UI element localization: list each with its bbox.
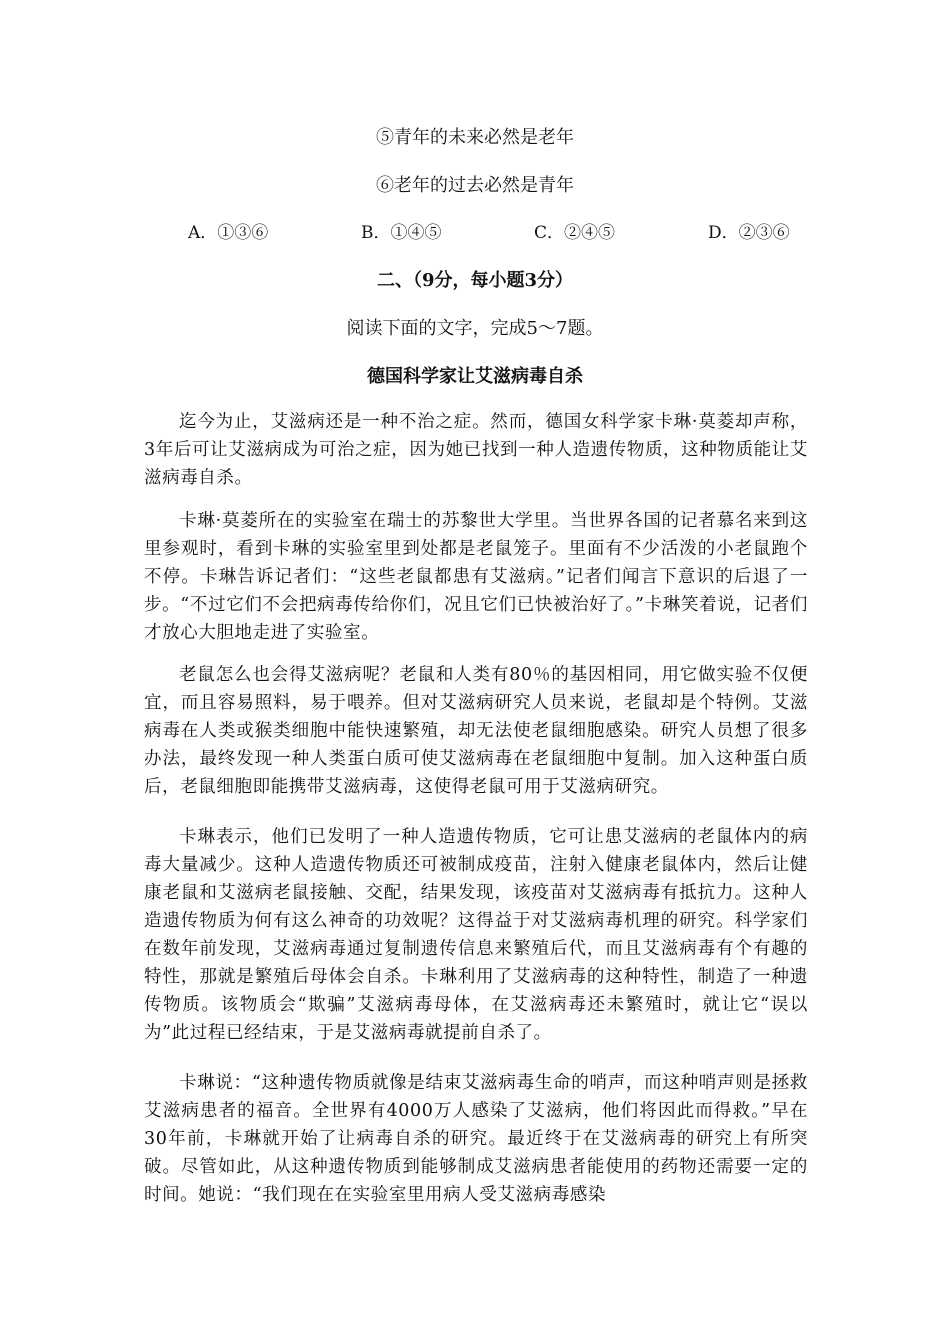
article-paragraph: 卡琳表示，他们已发明了一种人造遗传物质，它可让患艾滋病的老鼠体内的病毒大量减少。这种人造遗传物质还可被制成疫苗，注射入健康老鼠体内，然后让健康老鼠和艾滋病老鼠接触、交配，结果发现，该疫苗对艾滋病毒有抵抗力。这种人造遗传物质为何有这么神奇的功效呢？这得益于对艾滋病毒机理的研究。科学家们在数年前发现，艾滋病毒通过复制遗传信息来繁殖后代，而且艾滋病毒有个有趣的特性，那就是繁殖后母体会自杀。卡琳利用了艾滋病毒的这种特性，制造了一种遗传物质。该物质会“欺骗”艾滋病毒母体，在艾滋病毒还未繁殖时，就让它“误以为”此过程已经结束，于是艾滋病毒就提前自杀了。 xyxy=(144,827,808,1043)
statement-6: ⑥老年的过去必然是青年 xyxy=(376,175,574,196)
article-paragraph: 老鼠怎么也会得艾滋病呢？老鼠和人类有80％的基因相同，用它做实验不仅便宜，而且容易照料，易于喂养。但对艾滋病研究人员来说，老鼠却是个特例。艾滋病毒在人类或猴类细胞中能快速繁殖，却无法使老鼠细胞感染。研究人员想了很多办法，最终发现一种人类蛋白质可使艾滋病毒在老鼠细胞中复制。加入这种蛋白质后，老鼠细胞即能携带艾滋病毒，这使得老鼠可用于艾滋病研究。 xyxy=(144,665,808,797)
option-a: A．①③⑥ xyxy=(188,223,269,243)
article-paragraph: 卡琳·莫菱所在的实验室在瑞士的苏黎世大学里。当世界各国的记者慕名来到这里参观时，看到卡琳的实验室里到处都是老鼠笼子。里面有不少活泼的小老鼠跑个不停。卡琳告诉记者们：“这些老鼠都患有艾滋病。”记者们闻言下意识的后退了一步。“不过它们不会把病毒传给你们，况且它们已快被治好了。”卡琳笑着说，记者们才放心大胆地走进了实验室。 xyxy=(144,511,808,643)
section-heading: 二、（9分，每小题3分） xyxy=(376,270,574,291)
option-d: D．②③⑥ xyxy=(708,223,790,243)
article-paragraph: 迄今为止，艾滋病还是一种不治之症。然而，德国女科学家卡琳·莫菱却声称，3年后可让艾滋病成为可治之症，因为她已找到一种人造遗传物质，这种物质能让艾滋病毒自杀。 xyxy=(144,412,808,488)
option-c: C．②④⑤ xyxy=(534,223,616,243)
article-title: 德国科学家让艾滋病毒自杀 xyxy=(367,366,583,387)
answer-options xyxy=(188,221,808,245)
section-instruction: 阅读下面的文字，完成5～7题。 xyxy=(346,318,604,339)
statement-5: ⑤青年的未来必然是老年 xyxy=(376,127,574,148)
article-paragraph: 卡琳说：“这种遗传物质就像是结束艾滋病毒生命的哨声，而这种哨声则是拯救艾滋病患者的福音。全世界有4000万人感染了艾滋病，他们将因此而得救。”早在30年前，卡琳就开始了让病毒自杀的研究。最近终于在艾滋病毒的研究上有所突破。尽管如此，从这种遗传物质到能够制成艾滋病患者能使用的药物还需要一定的时间。她说：“我们现在在实验室里用病人受艾滋病毒感染 xyxy=(144,1073,808,1205)
option-b: B．①④⑤ xyxy=(361,223,442,243)
